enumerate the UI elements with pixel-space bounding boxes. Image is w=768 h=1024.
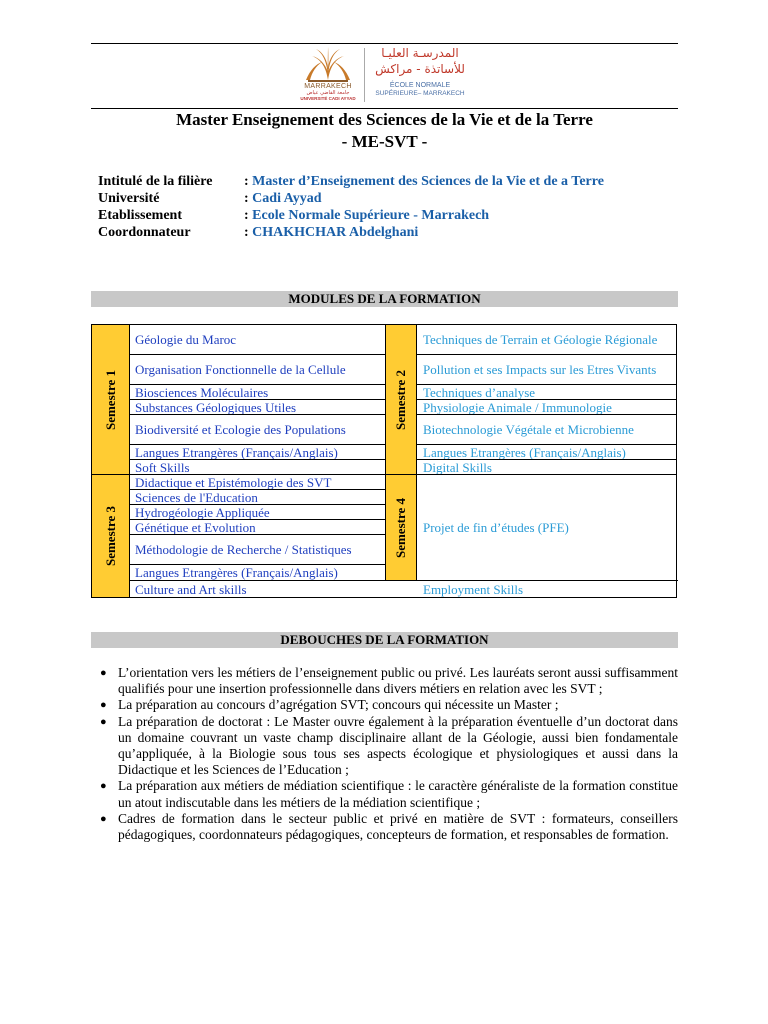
info-label: Intitulé de la filière — [98, 174, 213, 189]
list-item-text: La préparation de doctorat : Le Master ouvre également à la préparation éventuelle d’un doctorat dans un domaine couvrant un vaste champ disciplinaire allant de la Géologie, aussi bien fondamentale qu’appliquée, à la Biologie sous tous ses aspects écologique et physiologiques et aussi dans la Didactique et les Sciences de l’Education ; — [118, 713, 678, 778]
info-value-text: CHAKHCHAR Abdelghani — [252, 225, 419, 240]
list-item — [100, 811, 678, 843]
info-value-text: Master d’Enseignement des Sciences de la Vie et de a Terre — [252, 174, 604, 189]
module-s1-2: Organisation Fonctionnelle de la Cellule — [129, 355, 385, 385]
module-s2-4: Physiologie Animale / Immunologie — [417, 400, 676, 415]
list-item-text: La préparation aux métiers de médiation scientifique : le caractère généraliste de la formation constitue un atout indiscutable dans les métiers de la médiation scientifique ; — [118, 778, 678, 810]
program-title: Master Enseignement des Sciences de la Vie et de la Terre — [176, 110, 593, 129]
info-colon: : — [244, 174, 253, 189]
module-s3-5: Méthodologie de Recherche / Statistiques — [129, 535, 385, 565]
info-colon: : — [244, 191, 253, 206]
info-label: Coordonnateur — [98, 225, 191, 240]
logo-school-arabic-line2: للأساتذة - مراكش — [375, 62, 465, 76]
list-item — [100, 697, 678, 713]
school-logo — [296, 46, 472, 104]
info-colon: : — [244, 225, 253, 240]
module-s4-1: Projet de fin d’études (PFE) — [417, 475, 676, 581]
module-s2-2: Pollution et ses Impacts sur les Etres Vivants — [417, 355, 676, 385]
logo-university-text: UNIVERSITÉ CADI AYYAD — [300, 96, 356, 101]
info-value — [244, 174, 604, 190]
module-s3-6: Langues Etrangères (Français/Anglais) — [129, 565, 385, 581]
bullet-icon: ● — [100, 699, 107, 712]
semester-4-text: Semestre 4 — [393, 497, 408, 559]
header-bottom-rule — [91, 108, 678, 109]
semester-2-text: Semestre 2 — [393, 369, 408, 431]
module-s3-3: Hydrogéologie Appliquée — [129, 505, 385, 520]
bullet-icon: ● — [100, 812, 107, 825]
semester-3-label — [92, 475, 130, 597]
list-item — [100, 714, 678, 779]
module-s1-3: Biosciences Moléculaires — [129, 385, 385, 400]
module-s1-7: Soft Skills — [129, 460, 385, 475]
bullet-icon: ● — [100, 715, 107, 728]
modules-grid — [91, 324, 677, 598]
module-s1-1: Géologie du Maroc — [129, 325, 385, 355]
debouches-heading: DEBOUCHES DE LA FORMATION — [91, 632, 678, 648]
module-s2-1: Techniques de Terrain et Géologie Régionale — [417, 325, 676, 355]
list-item — [100, 665, 678, 697]
module-s2-6: Langues Etrangères (Français/Anglais) — [417, 445, 676, 460]
semester-1-label — [92, 325, 130, 475]
module-s3-2: Sciences de l'Education — [129, 490, 385, 505]
module-s3-4: Génétique et Evolution — [129, 520, 385, 535]
list-item-text: Cadres de formation dans le secteur public et privé en matière de SVT : formateurs, conseillers pédagogiques, coordonnateurs pédagogiques, concepteurs de formation, et responsables de formation. — [118, 810, 678, 843]
info-value — [244, 225, 418, 241]
logo-city-text: MARRAKECH — [304, 83, 352, 90]
semester-3-text: Semestre 3 — [102, 505, 118, 567]
top-rule — [91, 43, 678, 44]
semester-1-text: Semestre 1 — [102, 369, 118, 431]
bullet-icon: ● — [100, 780, 107, 793]
logo-university-arabic: جامعة القاضي عياض — [306, 90, 350, 96]
info-colon: : — [244, 208, 253, 223]
list-item-text: L’orientation vers les métiers de l’enseignement public ou privé. Les lauréats seront aussi suffisamment qualifiés pour une insertion professionnelle dans divers métiers en relation avec les SVT ; — [118, 665, 678, 697]
info-label: Université — [98, 191, 160, 206]
logo-school-french-line2: SUPÉRIEURE– MARRAKECH — [375, 90, 465, 97]
semester-2-label — [385, 325, 417, 475]
logo-school-arabic-line1: المدرسـة العليـا — [381, 46, 459, 60]
module-s1-6: Langues Etrangères (Français/Anglais) — [129, 445, 385, 460]
module-s4-2: Employment Skills — [423, 581, 524, 597]
list-item-text: La préparation au concours d’agrégation SVT; concours qui nécessite un Master ; — [118, 697, 559, 713]
module-s2-7: Digital Skills — [417, 460, 676, 475]
module-s1-4: Substances Géologiques Utiles — [129, 400, 385, 415]
info-value — [244, 208, 489, 224]
module-s2-5: Biotechnologie Végétale et Microbienne — [417, 415, 676, 445]
info-value — [244, 191, 322, 207]
list-item — [100, 778, 678, 810]
module-s1-5: Biodiversité et Ecologie des Populations — [129, 415, 385, 445]
module-s3-1: Didactique et Epistémologie des SVT — [129, 475, 385, 490]
debouches-list — [100, 665, 678, 843]
logo-school-french-line1: ÉCOLE NORMALE — [389, 82, 451, 89]
semester-4-label — [385, 475, 417, 581]
modules-heading: MODULES DE LA FORMATION — [91, 291, 678, 307]
info-value-text: Ecole Normale Supérieure - Marrakech — [252, 208, 490, 223]
program-acronym: - ME-SVT - — [341, 132, 428, 151]
logo-separator — [364, 48, 365, 102]
module-s2-3: Techniques d’analyse — [417, 385, 676, 400]
info-label: Etablissement — [98, 208, 182, 223]
module-s3-7: Culture and Art skills — [135, 581, 247, 597]
bullet-icon: ● — [100, 667, 107, 679]
info-value-text: Cadi Ayyad — [252, 191, 322, 206]
